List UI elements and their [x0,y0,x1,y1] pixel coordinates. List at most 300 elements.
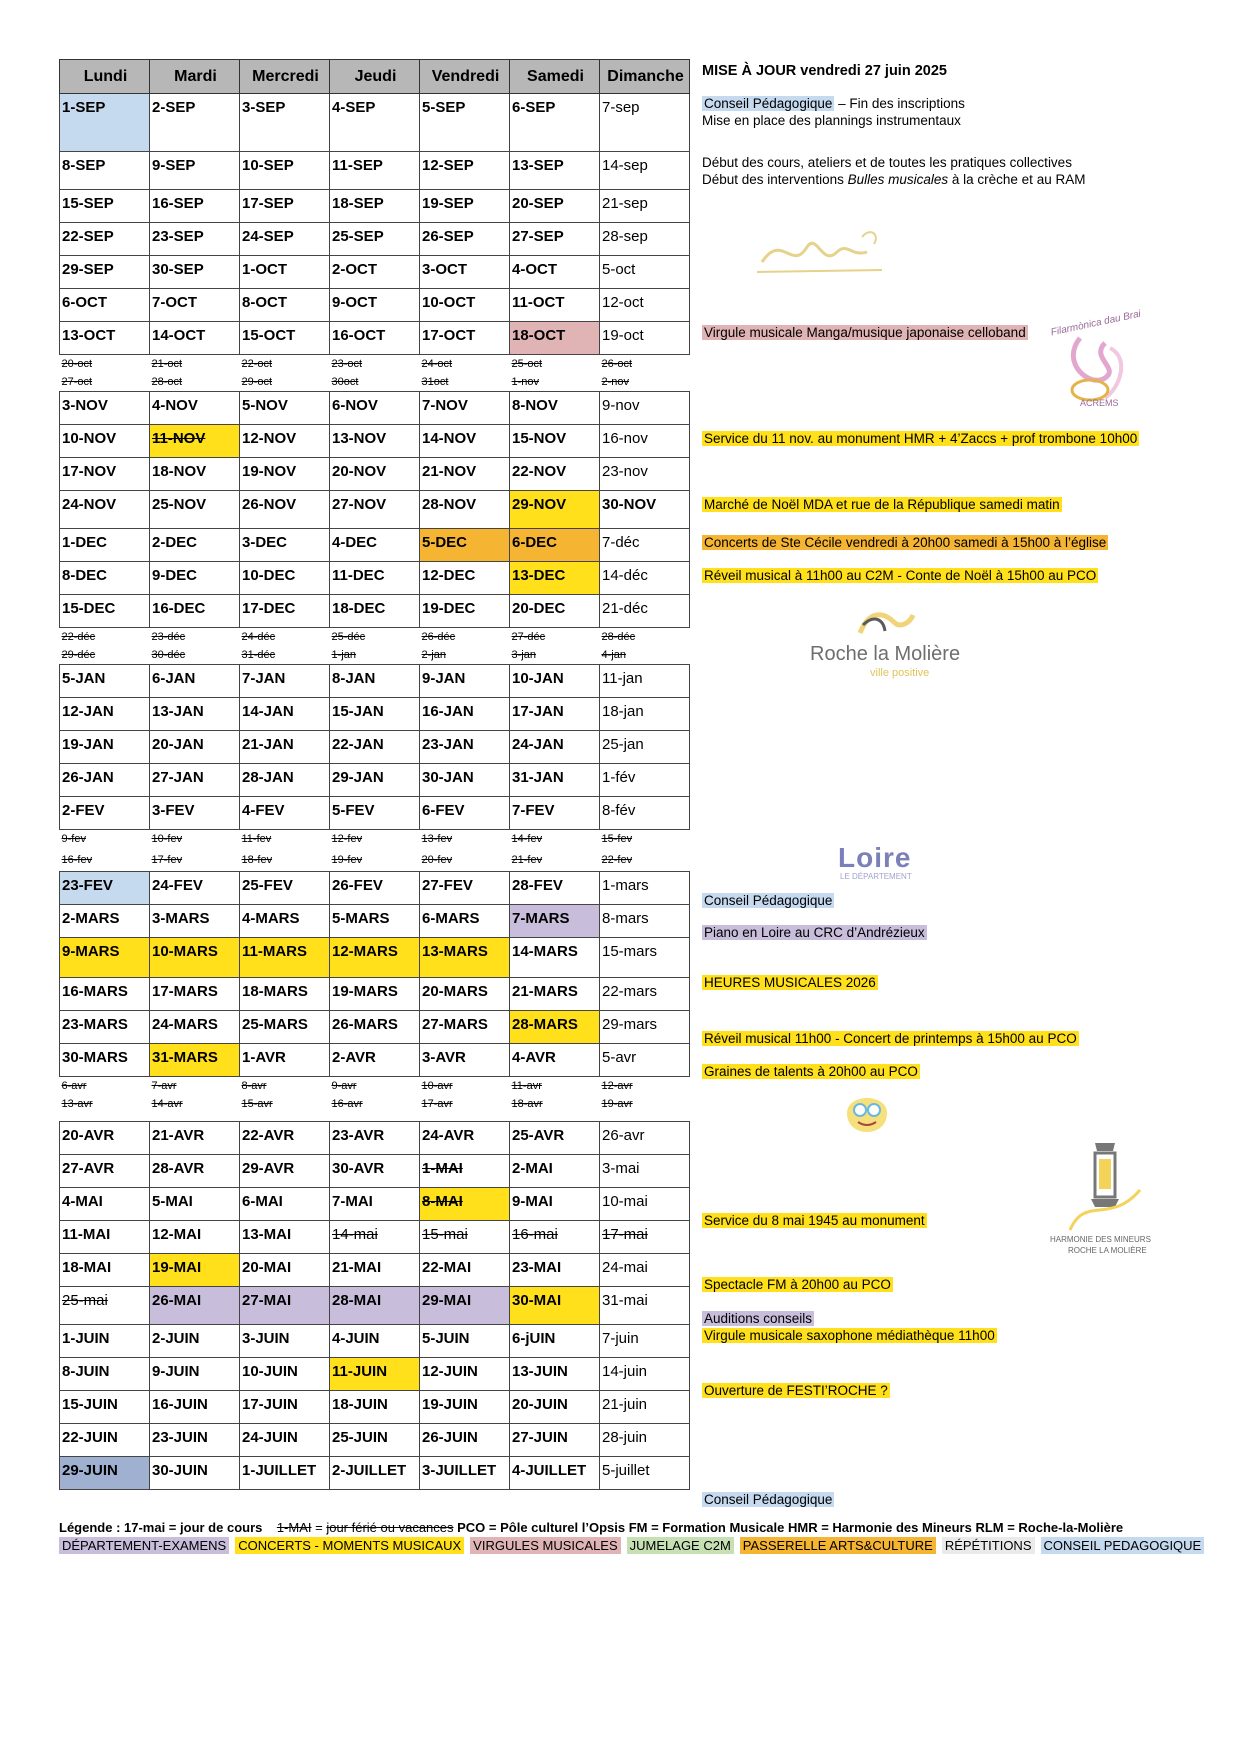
header-samedi: Samedi [510,60,600,94]
day-cell: 22-JAN [330,731,420,764]
day-cell: 8-NOV [510,392,600,425]
day-cell: 18-JUIN [330,1390,420,1423]
day-cell: 30-JUIN [150,1456,240,1489]
day-cell: 11-MAI [60,1220,150,1253]
day-cell: 15-JAN [330,698,420,731]
day-cell: 7-déc [600,529,690,562]
day-cell: 10-JAN [510,665,600,698]
acrems-text: ACREMS [1080,398,1119,408]
note-may19 [702,1276,893,1293]
week-row [60,1286,690,1324]
day-cell: 24-SEP [240,223,330,256]
day-cell: 26-MARS [330,1011,420,1044]
day-cell: 25-MARS [240,1011,330,1044]
legend-key-concerts: CONCERTS - MOMENTS MUSICAUX [235,1537,464,1554]
day-cell: 16-JAN [420,698,510,731]
header-mardi: Mardi [150,60,240,94]
day-cell: 2-DEC [150,529,240,562]
day-cell: 11-NOV [150,425,240,458]
day-cell: 10-MARS [150,938,240,978]
note-text: Spectacle FM à 20h00 au PCO [704,1277,891,1292]
note-jun29 [702,1491,834,1508]
note-feb23 [702,892,834,909]
day-cell: 6-MAI [240,1187,330,1220]
day-cell: 9-MAI [510,1187,600,1220]
day-cell: 11-jan [600,665,690,698]
day-cell: 1-fév [600,764,690,797]
day-cell: 15-mars [600,938,690,978]
day-cell: 12-JAN [60,698,150,731]
note-text: Début des cours, ateliers et de toutes les pratiques collectives [702,155,1072,170]
holiday-cell: 12-avr [601,1080,633,1092]
week-row [60,731,690,764]
day-cell: 1-DEC [60,529,150,562]
day-cell: 8-SEP [60,152,150,190]
day-cell: 4-NOV [150,392,240,425]
holiday-cell: 17-fev [151,853,183,866]
legend-key-jumelage: JUMELAGE C2M [627,1537,734,1554]
holiday-cell: 21-oct [151,358,183,370]
day-cell: 28-FEV [510,872,600,905]
holiday-cell: 30-déc [151,649,186,661]
day-cell: 9-MARS [60,938,150,978]
week-row [60,190,690,223]
holiday-row [60,646,690,665]
note-oct18 [702,324,1028,341]
day-cell: 28-AVR [150,1154,240,1187]
day-cell: 4-JUILLET [510,1456,600,1489]
day-cell: 30-JAN [420,764,510,797]
day-cell: 19-MARS [330,978,420,1011]
mascot-logo [842,1088,892,1139]
note-text: HEURES MUSICALES 2026 [704,975,876,990]
day-cell: 30-MAI [510,1286,600,1324]
day-cell: 13-MAI [240,1220,330,1253]
holiday-cell: 14-avr [151,1098,183,1110]
day-cell: 17-MARS [150,978,240,1011]
day-cell: 6-MARS [420,905,510,938]
note-sep1 [702,95,965,129]
holiday-cell: 16-fev [61,853,93,866]
note-text: Réveil musical 11h00 - Concert de printemps à 15h00 au PCO [704,1031,1077,1046]
day-cell: 25-mai [60,1286,150,1324]
day-cell: 2-MAI [510,1154,600,1187]
day-cell: 19-SEP [420,190,510,223]
day-cell: 27-MARS [420,1011,510,1044]
loire-title: Loire [838,842,912,873]
week-row [60,1423,690,1456]
day-cell: 29-AVR [240,1154,330,1187]
holiday-cell: 16-avr [331,1098,363,1110]
day-cell: 15-DEC [60,595,150,628]
day-cell: 8-MAI [420,1187,510,1220]
day-cell: 25-SEP [330,223,420,256]
day-cell: 9-SEP [150,152,240,190]
week-row [60,1154,690,1187]
day-cell: 24-NOV [60,491,150,529]
week-row [60,1121,690,1154]
note-dec13 [702,567,1098,584]
day-cell: 12-MAI [150,1220,240,1253]
day-cell: 16-mai [510,1220,600,1253]
week-row [60,1253,690,1286]
note-text: Ouverture de FESTI’ROCHE ? [704,1383,888,1398]
day-cell: 14-mai [330,1220,420,1253]
day-cell: 1-MAI [420,1154,510,1187]
holiday-cell: 10-avr [421,1080,453,1092]
day-cell: 21-AVR [150,1121,240,1154]
holiday-cell: 3-jan [511,649,536,661]
note-heures-musicales [702,974,878,991]
day-cell: 22-AVR [240,1121,330,1154]
legend-key-virgules: VIRGULES MUSICALES [470,1537,621,1554]
legend-key-repetitions: RÉPÉTITIONS [942,1537,1035,1554]
day-cell: 17-NOV [60,458,150,491]
day-cell: 6-NOV [330,392,420,425]
week-row [60,322,690,355]
day-cell: 23-JAN [420,731,510,764]
holiday-cell: 23-déc [151,631,186,643]
day-cell: 18-MAI [60,1253,150,1286]
header-dimanche: Dimanche [600,60,690,94]
day-cell: 7-FEV [510,797,600,830]
day-cell: 6-JAN [150,665,240,698]
day-cell: 12-DEC [420,562,510,595]
holiday-cell: 15-fev [601,833,633,845]
day-cell: 19-JAN [60,731,150,764]
day-cell: 5-DEC [420,529,510,562]
holiday-cell: 13-avr [61,1098,93,1110]
holiday-cell: 10-fev [151,833,183,845]
hm-title: HARMONIE DES MINEURS [1050,1235,1151,1244]
filarmonica-text: Filarmònica dau Brai [1049,308,1142,339]
day-cell: 22-mars [600,978,690,1011]
day-cell: 24-JAN [510,731,600,764]
day-cell: 4-OCT [510,256,600,289]
day-cell: 23-MARS [60,1011,150,1044]
day-cell: 16-OCT [330,322,420,355]
week-row [60,1044,690,1077]
day-cell: 30-AVR [330,1154,420,1187]
day-cell: 13-DEC [510,562,600,595]
loire-subtitle: LE DÉPARTEMENT [840,872,912,881]
day-cell: 9-JAN [420,665,510,698]
note-may26 [702,1310,997,1344]
holiday-cell: 24-déc [241,631,276,643]
holiday-cell: 30oct [331,376,359,388]
day-cell: 8-JAN [330,665,420,698]
day-cell: 23-JUIN [150,1423,240,1456]
day-cell: 18-DEC [330,595,420,628]
day-cell: 1-AVR [240,1044,330,1077]
day-cell: 5-SEP [420,94,510,152]
day-cell: 20-MAI [240,1253,330,1286]
day-cell: 23-SEP [150,223,240,256]
day-cell: 1-OCT [240,256,330,289]
day-cell: 11-MARS [240,938,330,978]
day-cell: 14-juin [600,1357,690,1390]
day-cell: 1-JUILLET [240,1456,330,1489]
day-cell: 17-mai [600,1220,690,1253]
day-cell: 6-jUIN [510,1324,600,1357]
day-cell: 20-JAN [150,731,240,764]
week-row [60,1220,690,1253]
day-cell: 16-SEP [150,190,240,223]
week-row [60,978,690,1011]
holiday-cell: 31oct [421,376,449,388]
note-dec5 [702,534,1108,551]
week-row [60,1390,690,1423]
holiday-row [60,851,690,872]
spacer-cell [420,1113,510,1121]
day-cell: 5-juillet [600,1456,690,1489]
day-cell: 14-OCT [150,322,240,355]
day-cell: 4-MAI [60,1187,150,1220]
day-cell: 29-mars [600,1011,690,1044]
harmonie-mineurs-logo [1050,1135,1160,1260]
header-vendredi: Vendredi [420,60,510,94]
spacer-cell [330,1113,420,1121]
day-cell: 31-mai [600,1286,690,1324]
holiday-cell: 19-fev [331,853,363,866]
holiday-cell: 14-fev [511,833,543,845]
holiday-cell: 27-déc [511,631,546,643]
holiday-cell: 22-déc [61,631,96,643]
day-cell: 27-MAI [240,1286,330,1324]
day-cell: 3-mai [600,1154,690,1187]
day-cell: 5-oct [600,256,690,289]
day-cell: 27-FEV [420,872,510,905]
holiday-row [60,830,690,851]
day-cell: 9-DEC [150,562,240,595]
day-cell: 5-NOV [240,392,330,425]
day-cell: 27-SEP [510,223,600,256]
holiday-cell: 4-jan [601,649,626,661]
day-cell: 3-AVR [420,1044,510,1077]
day-cell: 7-MARS [510,905,600,938]
week-row [60,458,690,491]
day-cell: 8-JUIN [60,1357,150,1390]
note-sep8 [702,154,1085,188]
day-cell: 29-JUIN [60,1456,150,1489]
holiday-cell: 28-oct [151,376,183,388]
day-cell: 2-MARS [60,905,150,938]
holiday-cell: 9-avr [331,1080,357,1092]
legend-text: jour férié ou vacances [326,1520,454,1535]
holiday-cell: 8-avr [241,1080,267,1092]
day-cell: 18-NOV [150,458,240,491]
day-cell: 3-OCT [420,256,510,289]
calendar-table [59,59,690,1490]
day-cell: 13-OCT [60,322,150,355]
note-nov11 [702,430,1139,447]
day-cell: 5-JAN [60,665,150,698]
day-cell: 19-JUIN [420,1390,510,1423]
day-cell: 25-NOV [150,491,240,529]
day-cell: 5-JUIN [420,1324,510,1357]
week-row [60,1456,690,1489]
day-cell: 16-MARS [60,978,150,1011]
day-cell: 26-FEV [330,872,420,905]
holiday-cell: 29-déc [61,649,96,661]
day-cell: 4-FEV [240,797,330,830]
week-row [60,529,690,562]
day-cell: 8-mars [600,905,690,938]
c2m-logo [752,222,892,287]
holiday-cell: 2-jan [421,649,446,661]
holiday-cell: 25-oct [511,358,543,370]
day-cell: 21-juin [600,1390,690,1423]
day-cell: 18-OCT [510,322,600,355]
day-cell: 4-SEP [330,94,420,152]
day-cell: 2-OCT [330,256,420,289]
week-row [60,764,690,797]
day-cell: 7-JAN [240,665,330,698]
note-may8 [702,1212,927,1229]
day-cell: 27-AVR [60,1154,150,1187]
day-cell: 20-SEP [510,190,600,223]
day-cell: 2-FEV [60,797,150,830]
note-mar7 [702,924,927,941]
day-cell: 28-NOV [420,491,510,529]
holiday-cell: 7-avr [151,1080,177,1092]
day-cell: 4-JUIN [330,1324,420,1357]
day-cell: 7-MAI [330,1187,420,1220]
holiday-cell: 15-avr [241,1098,273,1110]
note-text: Auditions conseils [704,1311,813,1326]
week-row [60,595,690,628]
day-cell: 4-DEC [330,529,420,562]
day-cell: 7-NOV [420,392,510,425]
week-row [60,562,690,595]
roche-title: Roche la Molière [810,643,961,665]
note-text: Bulles musicales [847,172,949,187]
day-cell: 27-NOV [330,491,420,529]
holiday-cell: 18-fev [241,853,273,866]
day-cell: 13-JAN [150,698,240,731]
day-cell: 7-OCT [150,289,240,322]
day-cell: 3-DEC [240,529,330,562]
week-row [60,1187,690,1220]
day-cell: 26-MAI [150,1286,240,1324]
holiday-cell: 21-fev [511,853,543,866]
holiday-row [60,1077,690,1096]
day-cell: 3-NOV [60,392,150,425]
week-row [60,938,690,978]
day-cell: 20-AVR [60,1121,150,1154]
day-cell: 21-MAI [330,1253,420,1286]
day-cell: 17-OCT [420,322,510,355]
note-mar28 [702,1030,1079,1047]
day-cell: 3-SEP [240,94,330,152]
day-cell: 14-déc [600,562,690,595]
day-cell: 22-MAI [420,1253,510,1286]
day-cell: 28-MAI [330,1286,420,1324]
week-row [60,425,690,458]
day-cell: 29-SEP [60,256,150,289]
day-cell: 31-JAN [510,764,600,797]
day-cell: 29-NOV [510,491,600,529]
week-row [60,872,690,905]
spacer-cell [60,1113,150,1121]
week-row [60,698,690,731]
day-cell: 30-SEP [150,256,240,289]
day-cell: 19-NOV [240,458,330,491]
day-cell: 17-SEP [240,190,330,223]
day-cell: 1-SEP [60,94,150,152]
week-row [60,797,690,830]
week-row [60,256,690,289]
note-text: Virgule musicale Manga/musique japonaise celloband [704,325,1026,340]
legend-key-conseil: CONSEIL PEDAGOGIQUE [1041,1537,1205,1554]
day-cell: 6-OCT [60,289,150,322]
holiday-row [60,628,690,647]
spacer-cell [150,1113,240,1121]
day-cell: 16-DEC [150,595,240,628]
note-text: Conseil Pédagogique [704,893,833,908]
day-cell: 1-mars [600,872,690,905]
week-row [60,289,690,322]
day-cell: 2-JUIN [150,1324,240,1357]
day-cell: 16-JUIN [150,1390,240,1423]
day-cell: 28-MARS [510,1011,600,1044]
day-cell: 3-JUILLET [420,1456,510,1489]
legend-text: 1-MAI [276,1520,312,1535]
day-cell: 2-SEP [150,94,240,152]
day-cell: 16-nov [600,425,690,458]
day-cell: 28-JAN [240,764,330,797]
day-cell: 20-MARS [420,978,510,1011]
day-cell: 13-MARS [420,938,510,978]
day-cell: 30-NOV [600,491,690,529]
week-row [60,152,690,190]
holiday-cell: 22-fev [601,853,633,866]
holiday-cell: 26-déc [421,631,456,643]
day-cell: 25-jan [600,731,690,764]
day-cell: 21-déc [600,595,690,628]
holiday-cell: 29-oct [241,376,273,388]
day-cell: 11-SEP [330,152,420,190]
day-cell: 10-NOV [60,425,150,458]
day-cell: 23-AVR [330,1121,420,1154]
day-cell: 3-FEV [150,797,240,830]
week-row [60,94,690,152]
note-jun11 [702,1382,890,1399]
day-cell: 6-SEP [510,94,600,152]
day-cell: 24-MARS [150,1011,240,1044]
holiday-cell: 20-fev [421,853,453,866]
day-cell: 25-JUIN [330,1423,420,1456]
spacer-cell [600,1113,690,1121]
day-cell: 19-MAI [150,1253,240,1286]
holiday-row [60,355,690,374]
day-cell: 22-SEP [60,223,150,256]
holiday-row [60,1095,690,1113]
week-row [60,1011,690,1044]
day-cell: 18-MARS [240,978,330,1011]
day-cell: 15-JUIN [60,1390,150,1423]
day-cell: 22-JUIN [60,1423,150,1456]
day-cell: 29-JAN [330,764,420,797]
note-text: Mise en place des plannings instrumentaux [702,113,961,128]
day-cell: 27-JAN [150,764,240,797]
day-cell: 10-JUIN [240,1357,330,1390]
day-cell: 22-NOV [510,458,600,491]
day-cell: 23-MAI [510,1253,600,1286]
update-title: MISE À JOUR vendredi 27 juin 2025 [702,63,947,79]
day-cell: 12-NOV [240,425,330,458]
filarmonica-logo [1049,308,1160,414]
